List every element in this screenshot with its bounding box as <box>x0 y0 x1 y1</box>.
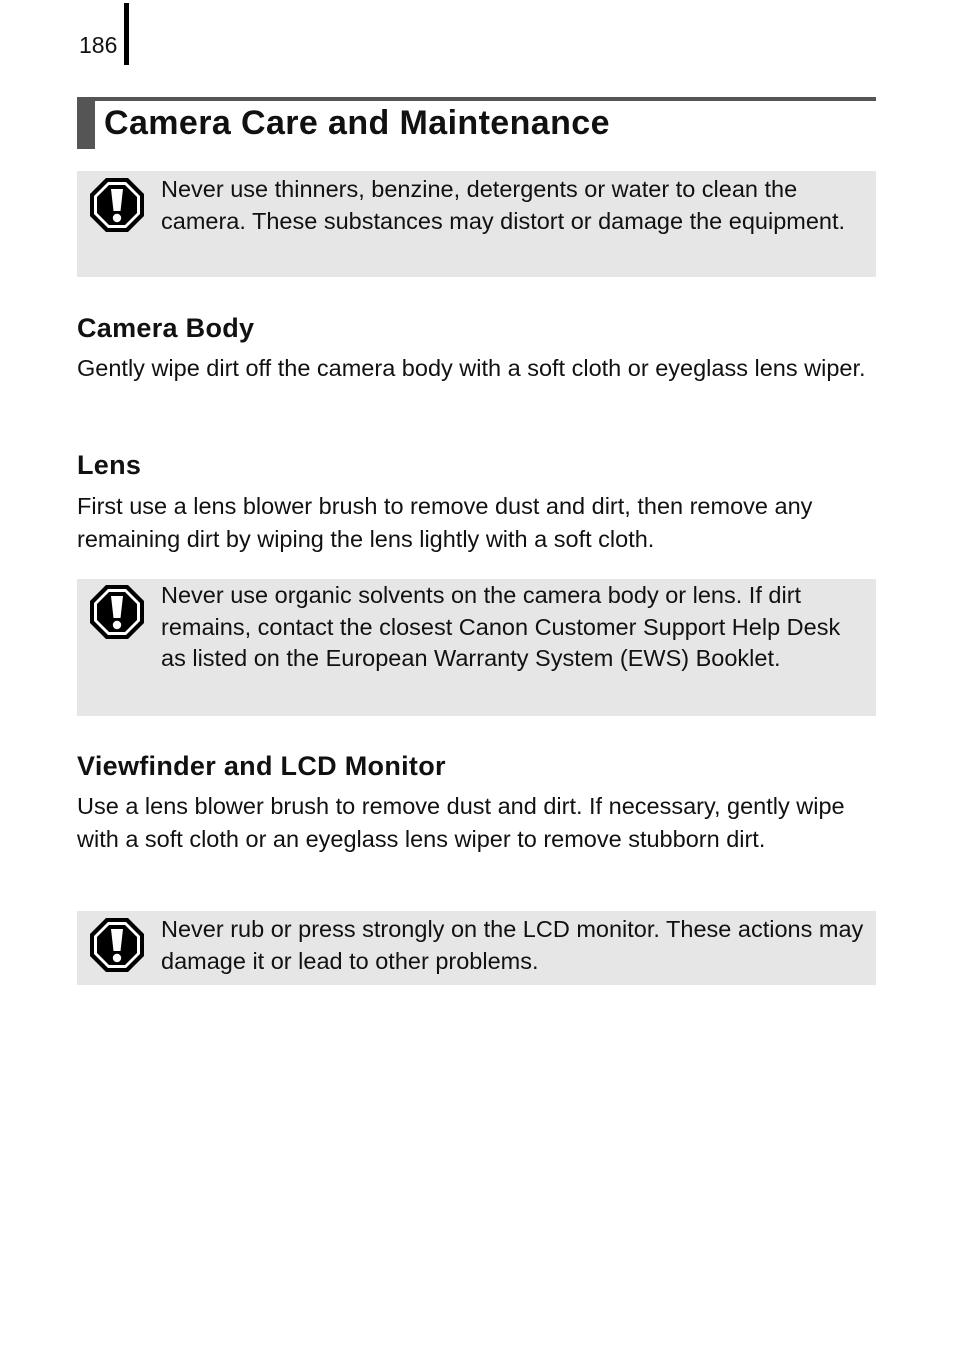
caution-text: Never rub or press strongly on the LCD monitor. These actions may damage it or lead to other problems. <box>161 916 864 974</box>
title-rule <box>77 97 876 101</box>
page-number-divider <box>124 3 129 65</box>
caution-icon <box>90 585 144 639</box>
section-heading-lens: Lens <box>77 450 142 480</box>
section-heading-viewfinder-lcd: Viewfinder and LCD Monitor <box>77 751 446 781</box>
section-body-camera-body: Gently wipe dirt off the camera body with a soft cloth or eyeglass lens wiper. <box>77 355 866 381</box>
caution-icon <box>90 178 144 232</box>
caution-text: Never use organic solvents on the camera body or lens. If dirt remains, contact the closest Canon Customer Support Help Desk as listed on the European Warranty System (EWS) Booklet. <box>161 582 841 671</box>
caution-icon <box>90 918 144 972</box>
caution-box <box>77 579 876 716</box>
page-title-block <box>77 97 876 149</box>
section-body-viewfinder-lcd: Use a lens blower brush to remove dust and dirt. If necessary, gently wipe with a soft cloth or an eyeglass lens wiper to remove stubborn dirt. <box>77 793 845 852</box>
section-heading-camera-body: Camera Body <box>77 313 255 343</box>
caution-box <box>77 171 876 277</box>
section-body-lens: First use a lens blower brush to remove dust and dirt, then remove any remaining dirt by wiping the lens lightly with a soft cloth. <box>77 493 813 552</box>
caution-box <box>77 911 876 985</box>
page-number: 186 <box>79 32 118 58</box>
caution-text: Never use thinners, benzine, detergents or water to clean the camera. These substances may distort or damage the equipment. <box>161 176 846 234</box>
title-tab-marker <box>77 97 95 149</box>
page-title: Camera Care and Maintenance <box>104 104 610 142</box>
